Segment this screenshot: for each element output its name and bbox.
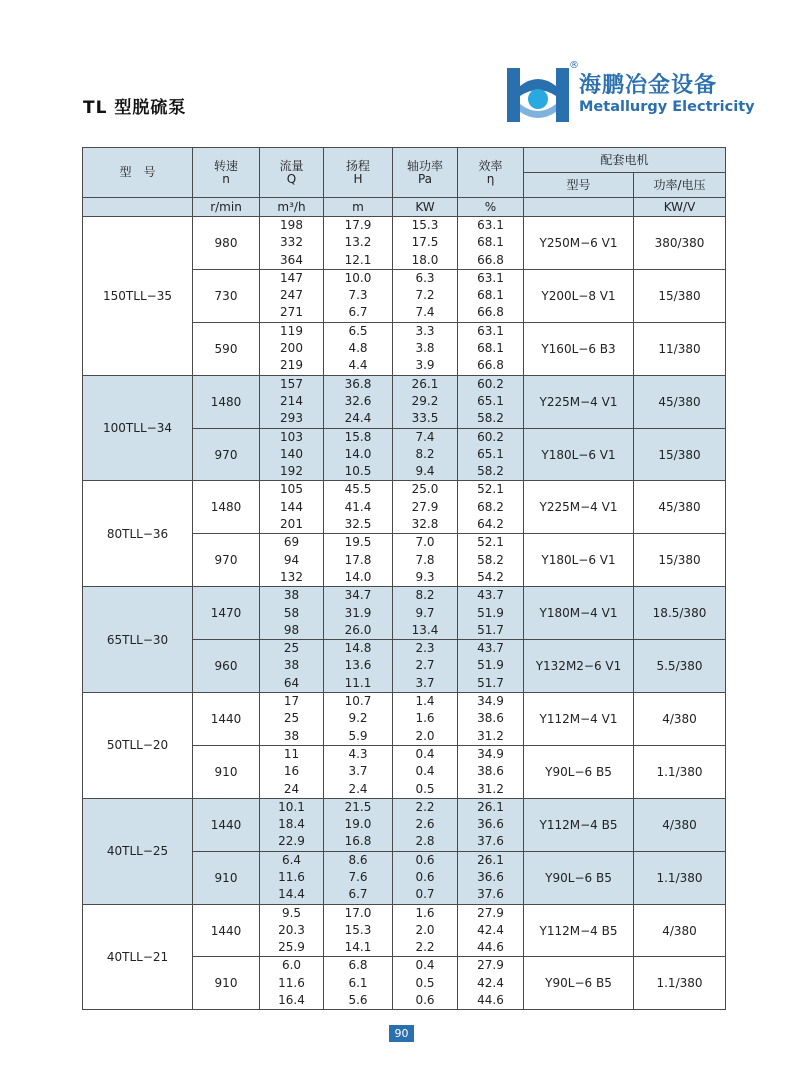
motor-model-cell: Y225M−4 V1 xyxy=(524,481,634,534)
table-row xyxy=(83,904,726,957)
efficiency-cell: 27.9 42.4 44.6 xyxy=(458,957,524,1010)
motor-pv-cell: 380/380 xyxy=(634,217,726,270)
flow-cell: 157 214 293 xyxy=(260,375,324,428)
header-speed: 转速 n xyxy=(193,148,260,198)
power-cell: 3.3 3.8 3.9 xyxy=(393,322,458,375)
pump-model-cell: 150TLL−35 xyxy=(83,217,193,376)
motor-model-cell: Y180L−6 V1 xyxy=(524,534,634,587)
speed-cell: 1440 xyxy=(193,693,260,746)
speed-cell: 1440 xyxy=(193,798,260,851)
motor-pv-cell: 15/380 xyxy=(634,534,726,587)
pump-model-cell: 100TLL−34 xyxy=(83,375,193,481)
efficiency-cell: 52.1 68.2 64.2 xyxy=(458,481,524,534)
table-row xyxy=(83,798,726,851)
power-cell: 1.6 2.0 2.2 xyxy=(393,904,458,957)
efficiency-cell: 26.1 36.6 37.6 xyxy=(458,798,524,851)
header-power: 轴功率 Pa xyxy=(393,148,458,198)
flow-cell: 198 332 364 xyxy=(260,217,324,270)
unit-head: m xyxy=(324,198,393,217)
efficiency-cell: 27.9 42.4 44.6 xyxy=(458,904,524,957)
efficiency-cell: 63.1 68.1 66.8 xyxy=(458,322,524,375)
motor-pv-cell: 1.1/380 xyxy=(634,957,726,1010)
flow-cell: 38 58 98 xyxy=(260,587,324,640)
pump-model-cell: 40TLL−21 xyxy=(83,904,193,1010)
motor-model-cell: Y112M−4 B5 xyxy=(524,798,634,851)
head-cell: 36.8 32.6 24.4 xyxy=(324,375,393,428)
flow-cell: 147 247 271 xyxy=(260,269,324,322)
flow-cell: 6.0 11.6 16.4 xyxy=(260,957,324,1010)
head-cell: 45.5 41.4 32.5 xyxy=(324,481,393,534)
efficiency-cell: 34.9 38.6 31.2 xyxy=(458,745,524,798)
header-motor-pv: 功率/电压 xyxy=(634,173,726,198)
head-cell: 4.3 3.7 2.4 xyxy=(324,745,393,798)
power-cell: 8.2 9.7 13.4 xyxy=(393,587,458,640)
power-cell: 6.3 7.2 7.4 xyxy=(393,269,458,322)
motor-model-cell: Y200L−8 V1 xyxy=(524,269,634,322)
head-cell: 17.9 13.2 12.1 xyxy=(324,217,393,270)
power-cell: 2.3 2.7 3.7 xyxy=(393,640,458,693)
header-motor: 配套电机 xyxy=(524,148,726,173)
speed-cell: 980 xyxy=(193,217,260,270)
flow-cell: 10.1 18.4 22.9 xyxy=(260,798,324,851)
flow-cell: 105 144 201 xyxy=(260,481,324,534)
pump-model-cell: 50TLL−20 xyxy=(83,693,193,799)
motor-pv-cell: 45/380 xyxy=(634,481,726,534)
motor-pv-cell: 4/380 xyxy=(634,904,726,957)
head-cell: 15.8 14.0 10.5 xyxy=(324,428,393,481)
flow-cell: 6.4 11.6 14.4 xyxy=(260,851,324,904)
power-cell: 26.1 29.2 33.5 xyxy=(393,375,458,428)
flow-cell: 9.5 20.3 25.9 xyxy=(260,904,324,957)
header-flow: 流量 Q xyxy=(260,148,324,198)
head-cell: 6.5 4.8 4.4 xyxy=(324,322,393,375)
unit-efficiency: % xyxy=(458,198,524,217)
pump-model-cell: 40TLL−25 xyxy=(83,798,193,904)
motor-model-cell: Y250M−6 V1 xyxy=(524,217,634,270)
head-cell: 14.8 13.6 11.1 xyxy=(324,640,393,693)
motor-model-cell: Y225M−4 V1 xyxy=(524,375,634,428)
unit-power: KW xyxy=(393,198,458,217)
motor-model-cell: Y180M−4 V1 xyxy=(524,587,634,640)
speed-cell: 970 xyxy=(193,534,260,587)
power-cell: 7.0 7.8 9.3 xyxy=(393,534,458,587)
unit-model xyxy=(83,198,193,217)
speed-cell: 910 xyxy=(193,957,260,1010)
pump-model-cell: 80TLL−36 xyxy=(83,481,193,587)
header-motor-model: 型号 xyxy=(524,173,634,198)
head-cell: 34.7 31.9 26.0 xyxy=(324,587,393,640)
speed-cell: 910 xyxy=(193,851,260,904)
efficiency-cell: 63.1 68.1 66.8 xyxy=(458,217,524,270)
efficiency-cell: 43.7 51.9 51.7 xyxy=(458,640,524,693)
efficiency-cell: 60.2 65.1 58.2 xyxy=(458,375,524,428)
motor-model-cell: Y112M−4 V1 xyxy=(524,693,634,746)
motor-model-cell: Y160L−6 B3 xyxy=(524,322,634,375)
motor-pv-cell: 18.5/380 xyxy=(634,587,726,640)
efficiency-cell: 63.1 68.1 66.8 xyxy=(458,269,524,322)
motor-pv-cell: 4/380 xyxy=(634,693,726,746)
motor-model-cell: Y90L−6 B5 xyxy=(524,957,634,1010)
motor-pv-cell: 5.5/380 xyxy=(634,640,726,693)
unit-motor-model xyxy=(524,198,634,217)
head-cell: 10.0 7.3 6.7 xyxy=(324,269,393,322)
motor-pv-cell: 1.1/380 xyxy=(634,745,726,798)
efficiency-cell: 34.9 38.6 31.2 xyxy=(458,693,524,746)
flow-cell: 119 200 219 xyxy=(260,322,324,375)
head-cell: 19.5 17.8 14.0 xyxy=(324,534,393,587)
motor-pv-cell: 4/380 xyxy=(634,798,726,851)
logo-mark-icon xyxy=(505,66,571,124)
page-number: 90 xyxy=(389,1025,414,1042)
speed-cell: 1440 xyxy=(193,904,260,957)
efficiency-cell: 26.1 36.6 37.6 xyxy=(458,851,524,904)
unit-speed: r/min xyxy=(193,198,260,217)
flow-cell: 69 94 132 xyxy=(260,534,324,587)
table-row xyxy=(83,217,726,270)
head-cell: 10.7 9.2 5.9 xyxy=(324,693,393,746)
motor-pv-cell: 11/380 xyxy=(634,322,726,375)
flow-cell: 17 25 38 xyxy=(260,693,324,746)
header-head: 扬程 H xyxy=(324,148,393,198)
motor-model-cell: Y90L−6 B5 xyxy=(524,851,634,904)
table-row xyxy=(83,375,726,428)
power-cell: 2.2 2.6 2.8 xyxy=(393,798,458,851)
company-logo xyxy=(505,58,755,124)
power-cell: 0.4 0.5 0.6 xyxy=(393,957,458,1010)
head-cell: 17.0 15.3 14.1 xyxy=(324,904,393,957)
logo-chinese-name: 海鹏冶金设备 xyxy=(579,73,718,98)
efficiency-cell: 60.2 65.1 58.2 xyxy=(458,428,524,481)
motor-pv-cell: 45/380 xyxy=(634,375,726,428)
table-row xyxy=(83,693,726,746)
pump-model-cell: 65TLL−30 xyxy=(83,587,193,693)
flow-cell: 103 140 192 xyxy=(260,428,324,481)
power-cell: 0.6 0.6 0.7 xyxy=(393,851,458,904)
unit-flow: m³/h xyxy=(260,198,324,217)
power-cell: 15.3 17.5 18.0 xyxy=(393,217,458,270)
table-body xyxy=(83,217,726,1010)
motor-pv-cell: 1.1/380 xyxy=(634,851,726,904)
head-cell: 21.5 19.0 16.8 xyxy=(324,798,393,851)
speed-cell: 590 xyxy=(193,322,260,375)
speed-cell: 1470 xyxy=(193,587,260,640)
motor-pv-cell: 15/380 xyxy=(634,428,726,481)
power-cell: 7.4 8.2 9.4 xyxy=(393,428,458,481)
efficiency-cell: 43.7 51.9 51.7 xyxy=(458,587,524,640)
page-title: TL 型脱硫泵 xyxy=(83,98,187,118)
motor-pv-cell: 15/380 xyxy=(634,269,726,322)
logo-english-name: Metallurgy Electricity xyxy=(579,99,755,115)
power-cell: 1.4 1.6 2.0 xyxy=(393,693,458,746)
table-row xyxy=(83,587,726,640)
pump-spec-table xyxy=(82,147,726,1010)
speed-cell: 910 xyxy=(193,745,260,798)
power-cell: 0.4 0.4 0.5 xyxy=(393,745,458,798)
flow-cell: 11 16 24 xyxy=(260,745,324,798)
speed-cell: 960 xyxy=(193,640,260,693)
efficiency-cell: 52.1 58.2 54.2 xyxy=(458,534,524,587)
motor-model-cell: Y132M2−6 V1 xyxy=(524,640,634,693)
header-efficiency: 效率 η xyxy=(458,148,524,198)
speed-cell: 1480 xyxy=(193,481,260,534)
flow-cell: 25 38 64 xyxy=(260,640,324,693)
speed-cell: 730 xyxy=(193,269,260,322)
power-cell: 25.0 27.9 32.8 xyxy=(393,481,458,534)
head-cell: 8.6 7.6 6.7 xyxy=(324,851,393,904)
header-model: 型 号 xyxy=(83,148,193,198)
table-row xyxy=(83,481,726,534)
unit-motor-pv: KW/V xyxy=(634,198,726,217)
head-cell: 6.8 6.1 5.6 xyxy=(324,957,393,1010)
motor-model-cell: Y90L−6 B5 xyxy=(524,745,634,798)
registered-mark: ® xyxy=(569,60,579,71)
motor-model-cell: Y112M−4 B5 xyxy=(524,904,634,957)
motor-model-cell: Y180L−6 V1 xyxy=(524,428,634,481)
speed-cell: 970 xyxy=(193,428,260,481)
speed-cell: 1480 xyxy=(193,375,260,428)
